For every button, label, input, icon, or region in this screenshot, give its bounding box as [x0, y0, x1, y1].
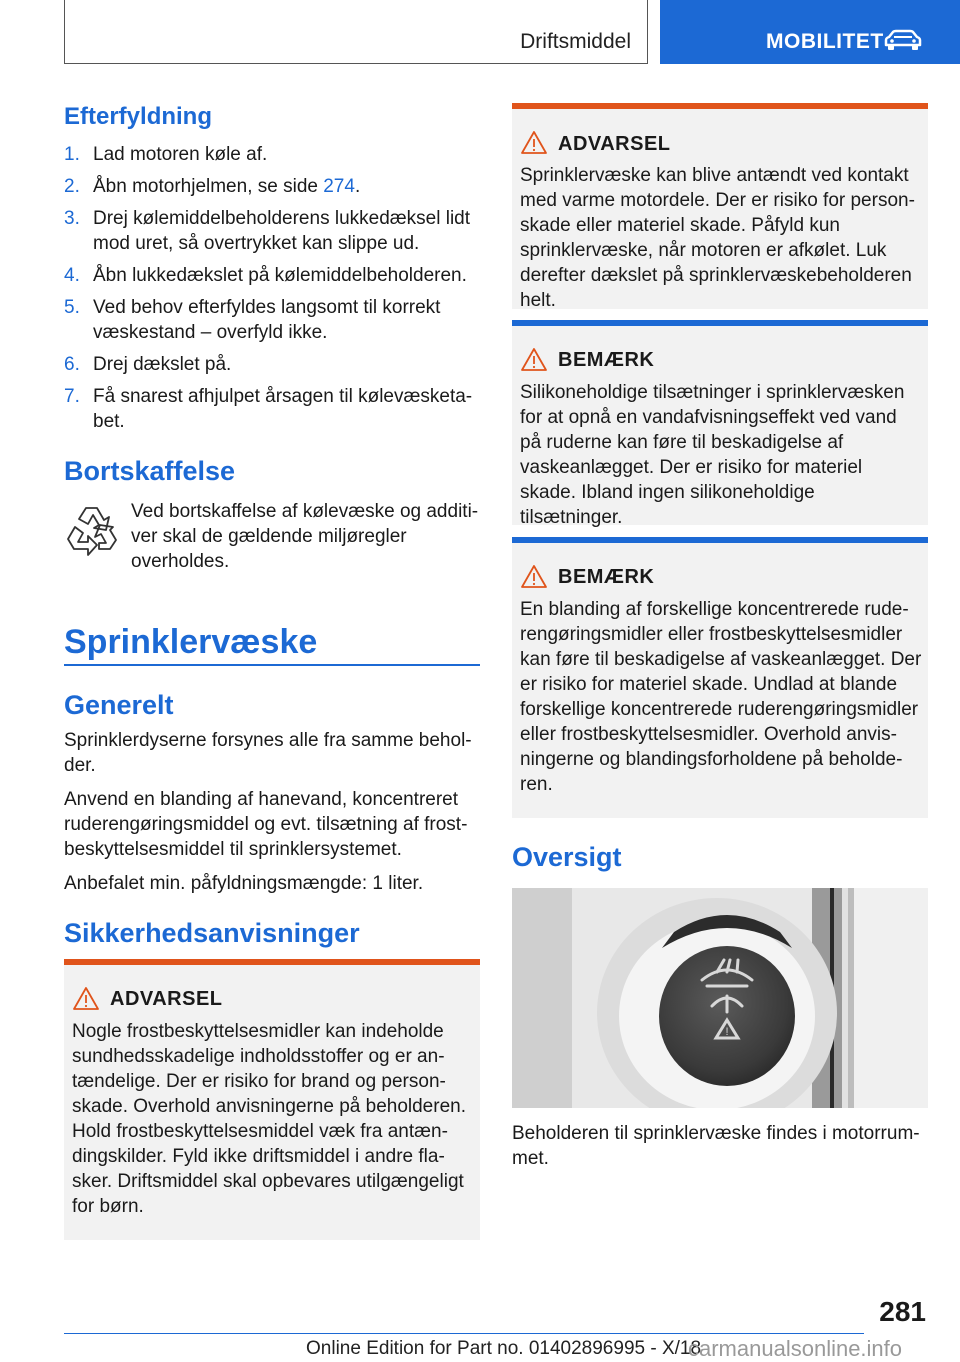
notice-box-2 — [512, 537, 928, 818]
warning-bar — [512, 103, 928, 109]
notice-label: BEMÆRK — [558, 566, 655, 588]
notice-label: BEMÆRK — [558, 349, 655, 371]
disposal-text: Ved bortskaffelse af kølevæske og additiver skal de gældende miljøregler overholdes. — [131, 501, 479, 572]
header-section-title: Driftsmiddel — [520, 30, 631, 53]
washer-fluid-cap-photo — [512, 888, 928, 1108]
warning-text: Nogle frostbeskyttelsesmidler kan indeholde sundhedsskadelige indholdsstoffer og er antændelige. Der er risiko for brand og personskade. Overhold anvisningerne på beholderen. Hold frostbeskyttelsesmiddel væk fra antændingskilder. Fyld ikke driftsmiddel i andre flasker. Driftsmiddel skal opbevares utilgængeligt for børn. — [72, 1021, 466, 1217]
warning-triangle-icon — [72, 986, 100, 1011]
notice-text: Silikoneholdige tilsætninger i sprinklervæsken for at opnå en vandafvisningseffekt ved vand på ruderne kan føre til beskadigelse af vaskeanlægget. Der er risiko for materiel skade. Ibland ingen silikoneholdige tilsætninger. — [520, 382, 905, 528]
notice-bar — [512, 537, 928, 543]
page-link[interactable]: 274 — [323, 176, 355, 197]
recycle-icon — [64, 500, 120, 556]
list-item: 5. Ved behov efterfyldes langsomt til korrekt væskestand – overfyld ikke. — [64, 297, 441, 343]
car-icon — [882, 28, 924, 54]
sprinkler-heading-rule — [64, 664, 480, 666]
warning-bar — [64, 959, 480, 965]
list-item: 4. Åbn lukkedækslet på kølemiddelbeholderen. — [64, 265, 467, 286]
overview-caption: Beholderen til sprinklervæske findes i motorrummet. — [512, 1123, 920, 1169]
general-heading: Generelt — [64, 690, 174, 720]
list-item: 6. Drej dækslet på. — [64, 354, 232, 375]
warning-label: ADVARSEL — [558, 133, 671, 155]
refill-steps — [64, 142, 480, 434]
warning-box-right — [512, 103, 928, 309]
notice-box-1 — [512, 320, 928, 528]
header-chapter-tab[interactable] — [660, 0, 960, 64]
footer-edition: Online Edition for Part no. 01402896995 - X/18 — [306, 1338, 702, 1359]
sprinkler-heading: Sprinklervæske — [64, 623, 318, 661]
list-item: 2. Åbn motorhjelmen, se side 274. — [64, 176, 361, 197]
warning-box-left — [64, 959, 480, 1240]
general-paragraph-2: Anvend en blanding af hanevand, koncentreret ruderengøringsmiddel og evt. tilsætning af frostbeskyttelsesmiddel til sprinklersystemet. — [64, 789, 468, 860]
warning-triangle-icon — [520, 130, 548, 155]
warning-triangle-icon — [520, 564, 548, 589]
refill-heading: Efterfyldning — [64, 103, 212, 130]
warning-label: ADVARSEL — [110, 988, 223, 1010]
page-number: 281 — [879, 1296, 926, 1327]
disposal-heading: Bortskaffelse — [64, 456, 236, 486]
warning-text: Sprinklervæske kan blive antændt ved kontakt med varme motordele. Der er risiko for personskade eller materiel skade. Påfyld kun sprinklervæske, når motoren er afkølet. Luk derefter dækslet på sprinklervæskebeholderen helt. — [520, 165, 915, 311]
notice-text: En blanding af forskellige koncentrerede ruderengøringsmidler eller frostbeskyttelsesmidler kan føre til beskadigelse af vaskeanlægget. Der er risiko for materiel skade. Undlad at blande forskellige koncentrerede ruderengøringsmidler eller frostbeskyttelsesmidler. Overhold anvisningerne og blandingsforholdene på beholderen. — [520, 599, 922, 795]
svg-text:!: ! — [725, 1026, 729, 1038]
warning-triangle-icon — [520, 347, 548, 372]
list-item: 3. Drej kølemiddelbeholderens lukkedæksel lidt mod uret, så overtrykket kan slippe ud. — [64, 208, 471, 254]
list-item: 7. Få snarest afhjulpet årsagen til kølevæsketabet. — [64, 386, 473, 432]
notice-bar — [512, 320, 928, 326]
general-paragraph-1: Sprinklerdyserne forsynes alle fra samme beholder. — [64, 730, 472, 776]
list-item: 1. Lad motoren køle af. — [64, 144, 268, 165]
safety-heading: Sikkerhedsanvisninger — [64, 918, 360, 948]
footer-brand-watermark: carmanualsonline.info — [688, 1336, 903, 1361]
left-column — [64, 103, 480, 441]
header-section-box — [64, 0, 648, 64]
general-text — [64, 728, 480, 896]
general-paragraph-3: Anbefalet min. påfyldningsmængde: 1 liter. — [64, 873, 424, 894]
footer-rule — [64, 1333, 864, 1334]
overview-heading: Oversigt — [512, 842, 622, 872]
header-chapter-label: MOBILITET — [766, 30, 884, 53]
